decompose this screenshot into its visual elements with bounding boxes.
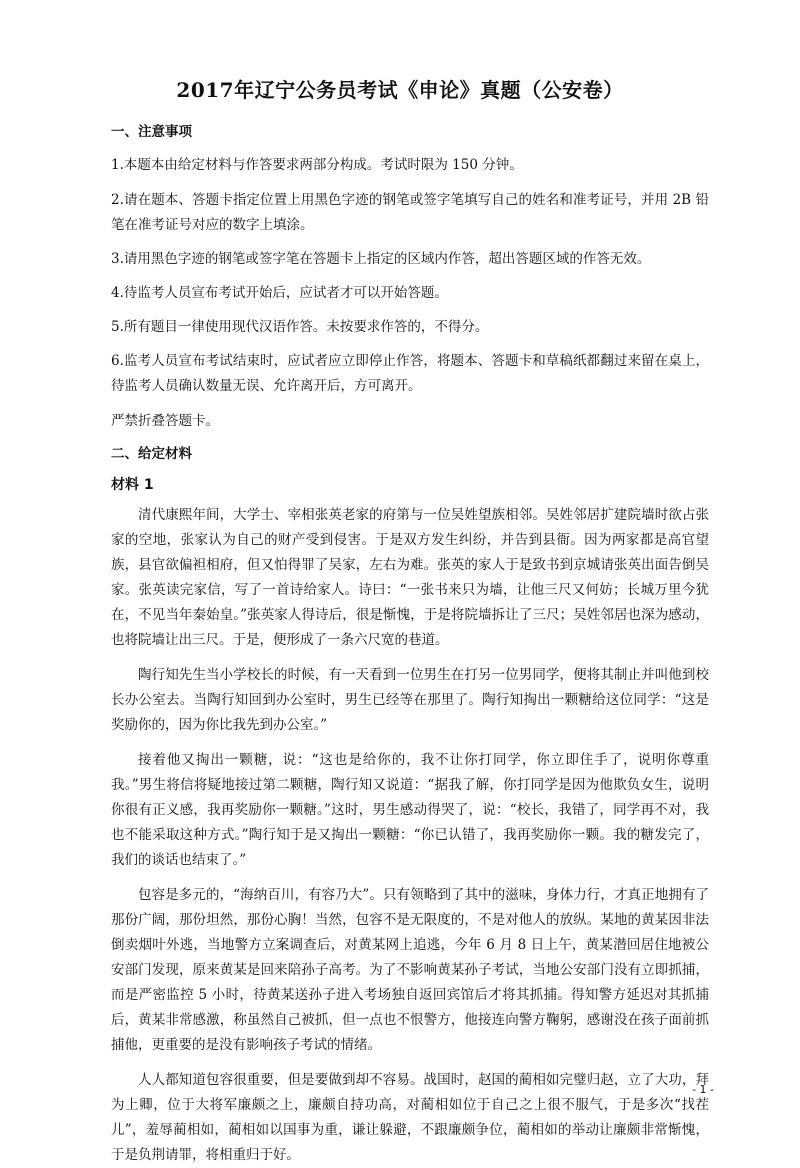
material-paragraph-3: 接着他又掏出一颗糖，说：“这也是给你的，我不让你打同学，你立即住手了，说明你尊重我。”男生将信将疑地接过第二颗糖，陶行知又说道：“据我了解，你打同学是因为他欺负女生，说明你很有正义感，我再奖励你一颗糖。”这时，男生感动得哭了，说：“校长，我错了，同学再不对，我也不能采取这种方式。”陶行知于是又掏出一颗糖：“你已认错了，我再奖励你一颗。我的糖发完了，我们的谈话也结束了。” [111,752,709,868]
note-item-5: 5.所有题目一律使用现代汉语作答。未按要求作答的，不得分。 [111,319,489,335]
page-number: - 1 - [692,1083,714,1096]
note-item-3: 3.请用黑色字迹的钢笔或签字笔在答题卡上指定的区域内作答，超出答题区域的作答无效。 [111,251,651,267]
material-paragraph-2: 陶行知先生当小学校长的时候，有一天看到一位男生在打另一位男同学，便将其制止并叫他到校长办公室去。当陶行知回到办公室时，男生已经等在那里了。陶行知掏出一颗糖给这位同学：“这是奖励你的，因为你比我先到办公室。” [111,667,709,733]
material-paragraph-4: 包容是多元的，“海纳百川，有容乃大”。只有领略到了其中的滋味，身体力行，才真正地拥有了那份广阔，那份坦然，那份心胸！当然，包容不是无限度的，不是对他人的放纵。某地的黄某因非法倒卖烟叶外逃，当地警方立案调查后，对黄某网上追逃，今年 6 月 8 日上午，黄某潜回居住地被公安部门发现，原来黄某是回来陪孙子高考。为了不影响黄某孙子考试，当地公安部门没有立即抓捕，而是严密监控 5 小时，待黄某送孙子进入考场独自返回宾馆后才将其抓捕。得知警方延迟对其抓捕后，黄某非常感激，称虽然自己被抓，但一点也不恨警方，他接连向警方鞠躬，感谢没在孩子面前抓捕他，更重要的是没有影响孩子考试的情绪。 [111,887,709,1053]
material-1-heading: 材料 1 [111,477,154,493]
section-heading-materials: 二、给定材料 [111,446,192,462]
material-paragraph-5: 人人都知道包容很重要，但是要做到却不容易。战国时，赵国的蔺相如完璧归赵，立了大功，拜为上卿，位于大将军廉颇之上，廉颇自持功高，对蔺相如位于自己之上很不服气，于是多次“找茬儿”，羞辱蔺相如，蔺相如以国事为重，谦让躲避，不跟廉颇争位，蔺相如的举动让廉颇非常惭愧，于是负荆请罪，将相重归于好。 [111,1072,709,1163]
section-heading-notes: 一、注意事项 [111,124,192,140]
page-title: 2017年辽宁公务员考试《申论》真题（公安卷） [176,78,624,102]
material-paragraph-1: 清代康熙年间，大学士、宰相张英老家的府第与一位吴姓望族相邻。吴姓邻居扩建院墙时欲占张家的空地，张家认为自己的财产受到侵害。于是双方发生纠纷，并告到县衙。因为两家都是高官望族，县官欲偏袒相府，但又怕得罪了吴家，左右为难。张英的家人于是致书到京城请张英出面告倒吴家。张英读完家信，写了一首诗给家人。诗曰：“一张书来只为墙，让他三尺又何妨；长城万里今犹在，不见当年秦始皇。”张英家人得诗后，很是惭愧，于是将院墙拆让了三尺；吴姓邻居也深为感动，也将院墙让出三尺。于是，便形成了一条六尺宽的巷道。 [111,507,709,648]
note-item-7: 严禁折叠答题卡。 [111,413,219,429]
note-item-6: 6.监考人员宣布考试结束时，应试者应立即停止作答，将题本、答题卡和草稿纸都翻过来留在桌上，待监考人员确认数量无误、允许离开后，方可离开。 [111,353,709,394]
document-body [111,118,709,1168]
note-item-1: 1.本题本由给定材料与作答要求两部分构成。考试时限为 150 分钟。 [111,157,523,173]
note-item-2: 2.请在题本、答题卡指定位置上用黑色字迹的钢笔或签字笔填写自己的姓名和准考证号，并用 2B 铅笔在准考证号对应的数字上填涂。 [111,192,709,233]
note-item-4: 4.待监考人员宣布考试开始后，应试者才可以开始答题。 [111,285,448,301]
